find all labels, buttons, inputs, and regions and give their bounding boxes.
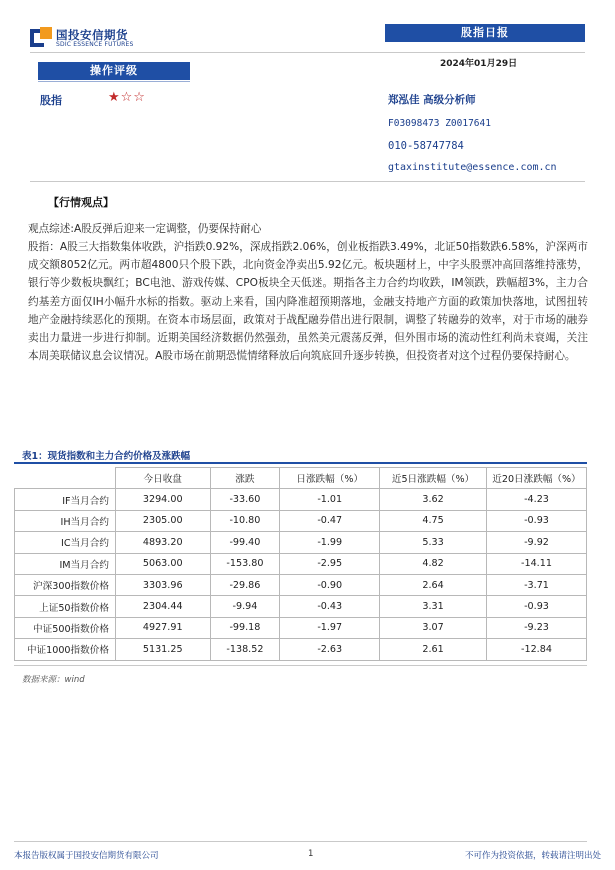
rating-label: 股指	[40, 94, 62, 107]
change-cell: -9.94	[210, 596, 280, 617]
close-cell: 3294.00	[115, 489, 210, 510]
table-header-cell	[15, 468, 116, 489]
5day-pct-cell: 2.61	[380, 639, 487, 660]
5day-pct-cell: 3.07	[380, 617, 487, 638]
table-caption: 表1：现货指数和主力合约价格及涨跌幅	[22, 451, 191, 462]
table-row	[15, 639, 587, 660]
report-type-banner: 股指日报	[385, 24, 585, 42]
rating-divider	[38, 81, 190, 82]
table-row	[15, 510, 587, 531]
20day-pct-cell: -12.84	[486, 639, 586, 660]
table-row	[15, 574, 587, 595]
5day-pct-cell: 4.82	[380, 553, 487, 574]
footer-copyright: 本报告版权属于国投安信期货有限公司	[14, 851, 159, 861]
footer-disclaimer: 不可作为投资依据，转载请注明出处	[464, 851, 601, 861]
row-label: 上证50指数价格	[15, 596, 116, 617]
data-source: 数据来源：wind	[22, 675, 85, 685]
change-cell: -153.80	[210, 553, 280, 574]
rating-stars-icon: ★☆☆	[108, 90, 146, 105]
analyst-license: F03098473 Z0017641	[388, 118, 491, 129]
daily-pct-cell: -0.47	[280, 510, 380, 531]
table-row	[15, 553, 587, 574]
logo-text-en: SDIC ESSENCE FUTURES	[56, 41, 134, 48]
close-cell: 5131.25	[115, 639, 210, 660]
row-label: IF当月合约	[15, 489, 116, 510]
table-row	[15, 617, 587, 638]
table-header-cell: 日涨跌幅（%）	[280, 468, 380, 489]
change-cell: -99.40	[210, 532, 280, 553]
table-row	[15, 532, 587, 553]
table-header-cell: 近5日涨跌幅（%）	[380, 468, 487, 489]
20day-pct-cell: -3.71	[486, 574, 586, 595]
close-cell: 4893.20	[115, 532, 210, 553]
daily-pct-cell: -2.63	[280, 639, 380, 660]
20day-pct-cell: -4.23	[486, 489, 586, 510]
daily-pct-cell: -1.01	[280, 489, 380, 510]
close-cell: 4927.91	[115, 617, 210, 638]
20day-pct-cell: -0.93	[486, 596, 586, 617]
report-date: 2024年01月29日	[440, 59, 518, 69]
page-number: 1	[308, 849, 314, 859]
company-logo	[30, 26, 158, 52]
change-cell: -99.18	[210, 617, 280, 638]
close-cell: 2305.00	[115, 510, 210, 531]
change-cell: -138.52	[210, 639, 280, 660]
20day-pct-cell: -9.92	[486, 532, 586, 553]
5day-pct-cell: 2.64	[380, 574, 487, 595]
daily-pct-cell: -0.90	[280, 574, 380, 595]
section-title: 【行情观点】	[48, 196, 114, 209]
daily-pct-cell: -2.95	[280, 553, 380, 574]
5day-pct-cell: 3.62	[380, 489, 487, 510]
analyst-name: 郑泓佳 高级分析师	[388, 94, 476, 106]
change-cell: -33.60	[210, 489, 280, 510]
change-cell: -29.86	[210, 574, 280, 595]
close-cell: 2304.44	[115, 596, 210, 617]
row-label: 中证1000指数价格	[15, 639, 116, 660]
daily-pct-cell: -1.99	[280, 532, 380, 553]
close-cell: 5063.00	[115, 553, 210, 574]
table-header-row	[15, 468, 587, 489]
5day-pct-cell: 5.33	[380, 532, 487, 553]
20day-pct-cell: -14.11	[486, 553, 586, 574]
table-top-rule	[14, 462, 587, 464]
change-cell: -10.80	[210, 510, 280, 531]
table-row	[15, 489, 587, 510]
daily-pct-cell: -0.43	[280, 596, 380, 617]
row-label: 中证500指数价格	[15, 617, 116, 638]
row-label: IC当月合约	[15, 532, 116, 553]
row-label: IM当月合约	[15, 553, 116, 574]
row-label: IH当月合约	[15, 510, 116, 531]
daily-pct-cell: -1.97	[280, 617, 380, 638]
table-row	[15, 596, 587, 617]
table-header-cell: 今日收盘	[115, 468, 210, 489]
row-label: 沪深300指数价格	[15, 574, 116, 595]
price-table	[14, 467, 587, 661]
operation-rating-banner: 操作评级	[38, 62, 190, 80]
close-cell: 3303.96	[115, 574, 210, 595]
market-commentary: 股指：A股三大指数集体收跌，沪指跌0.92%，深成指跌2.06%，创业板指跌3.49%，北证50指数跌6.58%，沪深两市成交额8052亿元。两市超4800只个股下跌，北向资金净卖出5.92亿元。板块题材上，中字头股票冲高回落维持涨势，银行等少数板块飘红；BC电池、游戏传媒、CPO板块全天低迷。期指各主力合约均收跌，IM领跌，跌幅超3%，主力合约基差方面仅IH小幅升水标的指数。驱动上来看，国内降准超预期落地，金融支持地产方面的政策加快落地，试图扭转地产金融持续恶化的预期。在资本市场层面，政策对于战配融券借出进行限制，调整了转融券的效率，对于市场的融券卖出力量进一步进行抑制。近期美国经济数据仍然强劲，虽然美元震荡反弹，但外围市场的流动性红利尚未衰竭，关注本周美联储议息会议情况。A股市场在前期恐慌情绪释放后向筑底回升逐步转换，但投资者对这个过程仍要保持耐心。	[28, 241, 588, 363]
table-header-cell: 涨跌	[210, 468, 280, 489]
table-header-cell: 近20日涨跌幅（%）	[486, 468, 586, 489]
header-divider	[30, 52, 585, 53]
analyst-email: gtaxinstitute@essence.com.cn	[388, 162, 557, 173]
logo-text-cn: 国投安信期货	[56, 28, 128, 42]
section-divider	[30, 181, 585, 182]
analyst-phone: 010-58747784	[388, 140, 464, 152]
footer-divider	[14, 841, 587, 842]
summary-line: 观点综述:A股反弹后迎来一定调整，仍要保持耐心	[28, 223, 262, 235]
logo-mark-icon	[30, 27, 52, 49]
5day-pct-cell: 4.75	[380, 510, 487, 531]
5day-pct-cell: 3.31	[380, 596, 487, 617]
20day-pct-cell: -0.93	[486, 510, 586, 531]
table-bottom-rule	[14, 665, 587, 666]
20day-pct-cell: -9.23	[486, 617, 586, 638]
